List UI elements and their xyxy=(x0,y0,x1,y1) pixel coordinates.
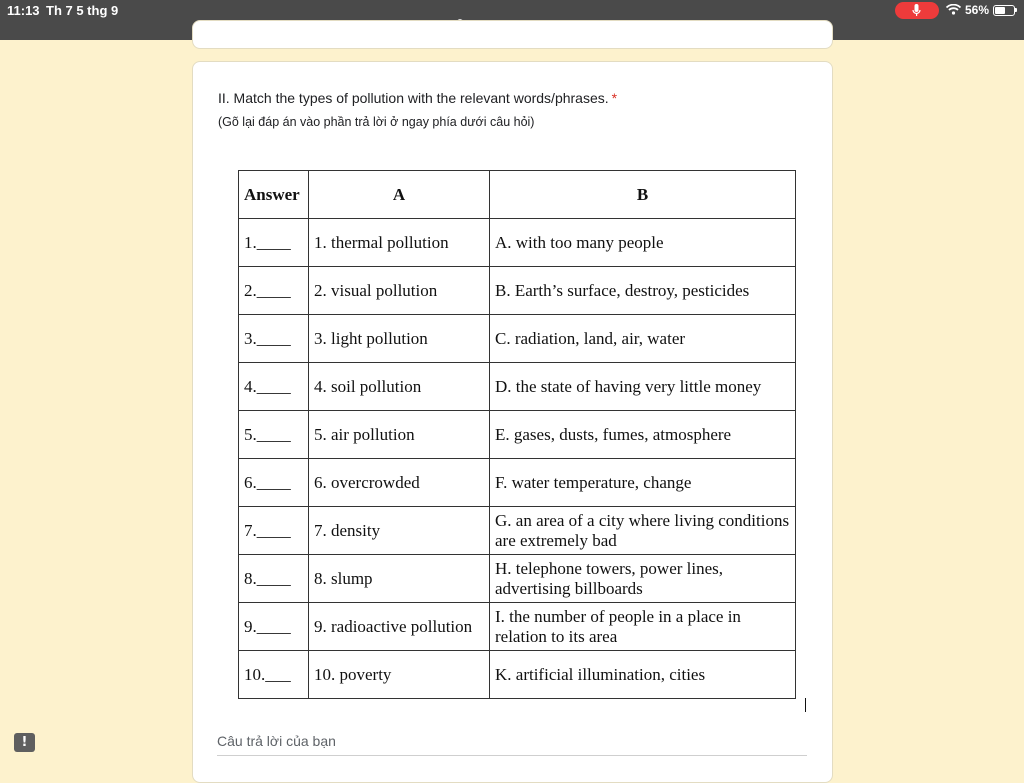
answer-cell: 10.___ xyxy=(239,651,309,699)
header-a: A xyxy=(309,171,490,219)
previous-question-card xyxy=(192,20,833,49)
header-answer: Answer xyxy=(239,171,309,219)
answer-cell: 5.____ xyxy=(239,411,309,459)
column-b-cell: F. water temperature, change xyxy=(490,459,796,507)
column-a-cell: 10. poverty xyxy=(309,651,490,699)
table-header-row xyxy=(239,171,796,219)
answer-cell: 9.____ xyxy=(239,603,309,651)
column-b-cell: A. with too many people xyxy=(490,219,796,267)
column-b-cell: G. an area of a city where living conditions are extremely bad xyxy=(490,507,796,555)
answer-cell: 2.____ xyxy=(239,267,309,315)
column-a-cell: 1. thermal pollution xyxy=(309,219,490,267)
header-b: B xyxy=(490,171,796,219)
table-row xyxy=(239,219,796,267)
column-a-cell: 3. light pollution xyxy=(309,315,490,363)
column-a-cell: 6. overcrowded xyxy=(309,459,490,507)
column-b-cell: I. the number of people in a place in relation to its area xyxy=(490,603,796,651)
column-a-cell: 4. soil pollution xyxy=(309,363,490,411)
column-a-cell: 7. density xyxy=(309,507,490,555)
question-image-table xyxy=(238,170,796,699)
table-row xyxy=(239,555,796,603)
column-b-cell: C. radiation, land, air, water xyxy=(490,315,796,363)
wifi-icon xyxy=(946,4,961,15)
table-row xyxy=(239,411,796,459)
table-row xyxy=(239,267,796,315)
microphone-icon xyxy=(912,4,921,17)
table-row xyxy=(239,507,796,555)
status-date: Th 7 5 thg 9 xyxy=(46,3,119,18)
answer-input-underline xyxy=(217,755,807,756)
answer-cell: 1.____ xyxy=(239,219,309,267)
column-b-cell: H. telephone towers, power lines, advertising billboards xyxy=(490,555,796,603)
column-a-cell: 9. radioactive pollution xyxy=(309,603,490,651)
column-b-cell: D. the state of having very little money xyxy=(490,363,796,411)
text-cursor xyxy=(805,698,806,712)
table-row xyxy=(239,315,796,363)
answer-cell: 7.____ xyxy=(239,507,309,555)
column-b-cell: E. gases, dusts, fumes, atmosphere xyxy=(490,411,796,459)
status-time: 11:13 xyxy=(7,3,40,18)
question-title xyxy=(218,90,617,106)
question-subtitle: (Gõ lại đáp án vào phần trả lời ở ngay phía dưới câu hỏi) xyxy=(218,115,535,129)
battery-percentage: 56% xyxy=(965,3,990,17)
table-row xyxy=(239,651,796,699)
column-b-cell: K. artificial illumination, cities xyxy=(490,651,796,699)
table-row xyxy=(239,603,796,651)
battery-icon xyxy=(993,5,1015,16)
answer-cell: 8.____ xyxy=(239,555,309,603)
feedback-icon[interactable]: ! xyxy=(14,733,35,752)
answer-cell: 6.____ xyxy=(239,459,309,507)
column-a-cell: 8. slump xyxy=(309,555,490,603)
question-text: II. Match the types of pollution with the relevant words/phrases. xyxy=(218,90,609,106)
column-a-cell: 2. visual pollution xyxy=(309,267,490,315)
required-asterisk: * xyxy=(611,90,618,106)
table-row xyxy=(239,459,796,507)
answer-cell: 3.____ xyxy=(239,315,309,363)
table-row xyxy=(239,363,796,411)
answer-cell: 4.____ xyxy=(239,363,309,411)
column-a-cell: 5. air pollution xyxy=(309,411,490,459)
column-b-cell: B. Earth’s surface, destroy, pesticides xyxy=(490,267,796,315)
answer-input[interactable]: Câu trả lời của bạn xyxy=(217,733,336,749)
microphone-indicator xyxy=(895,2,939,19)
